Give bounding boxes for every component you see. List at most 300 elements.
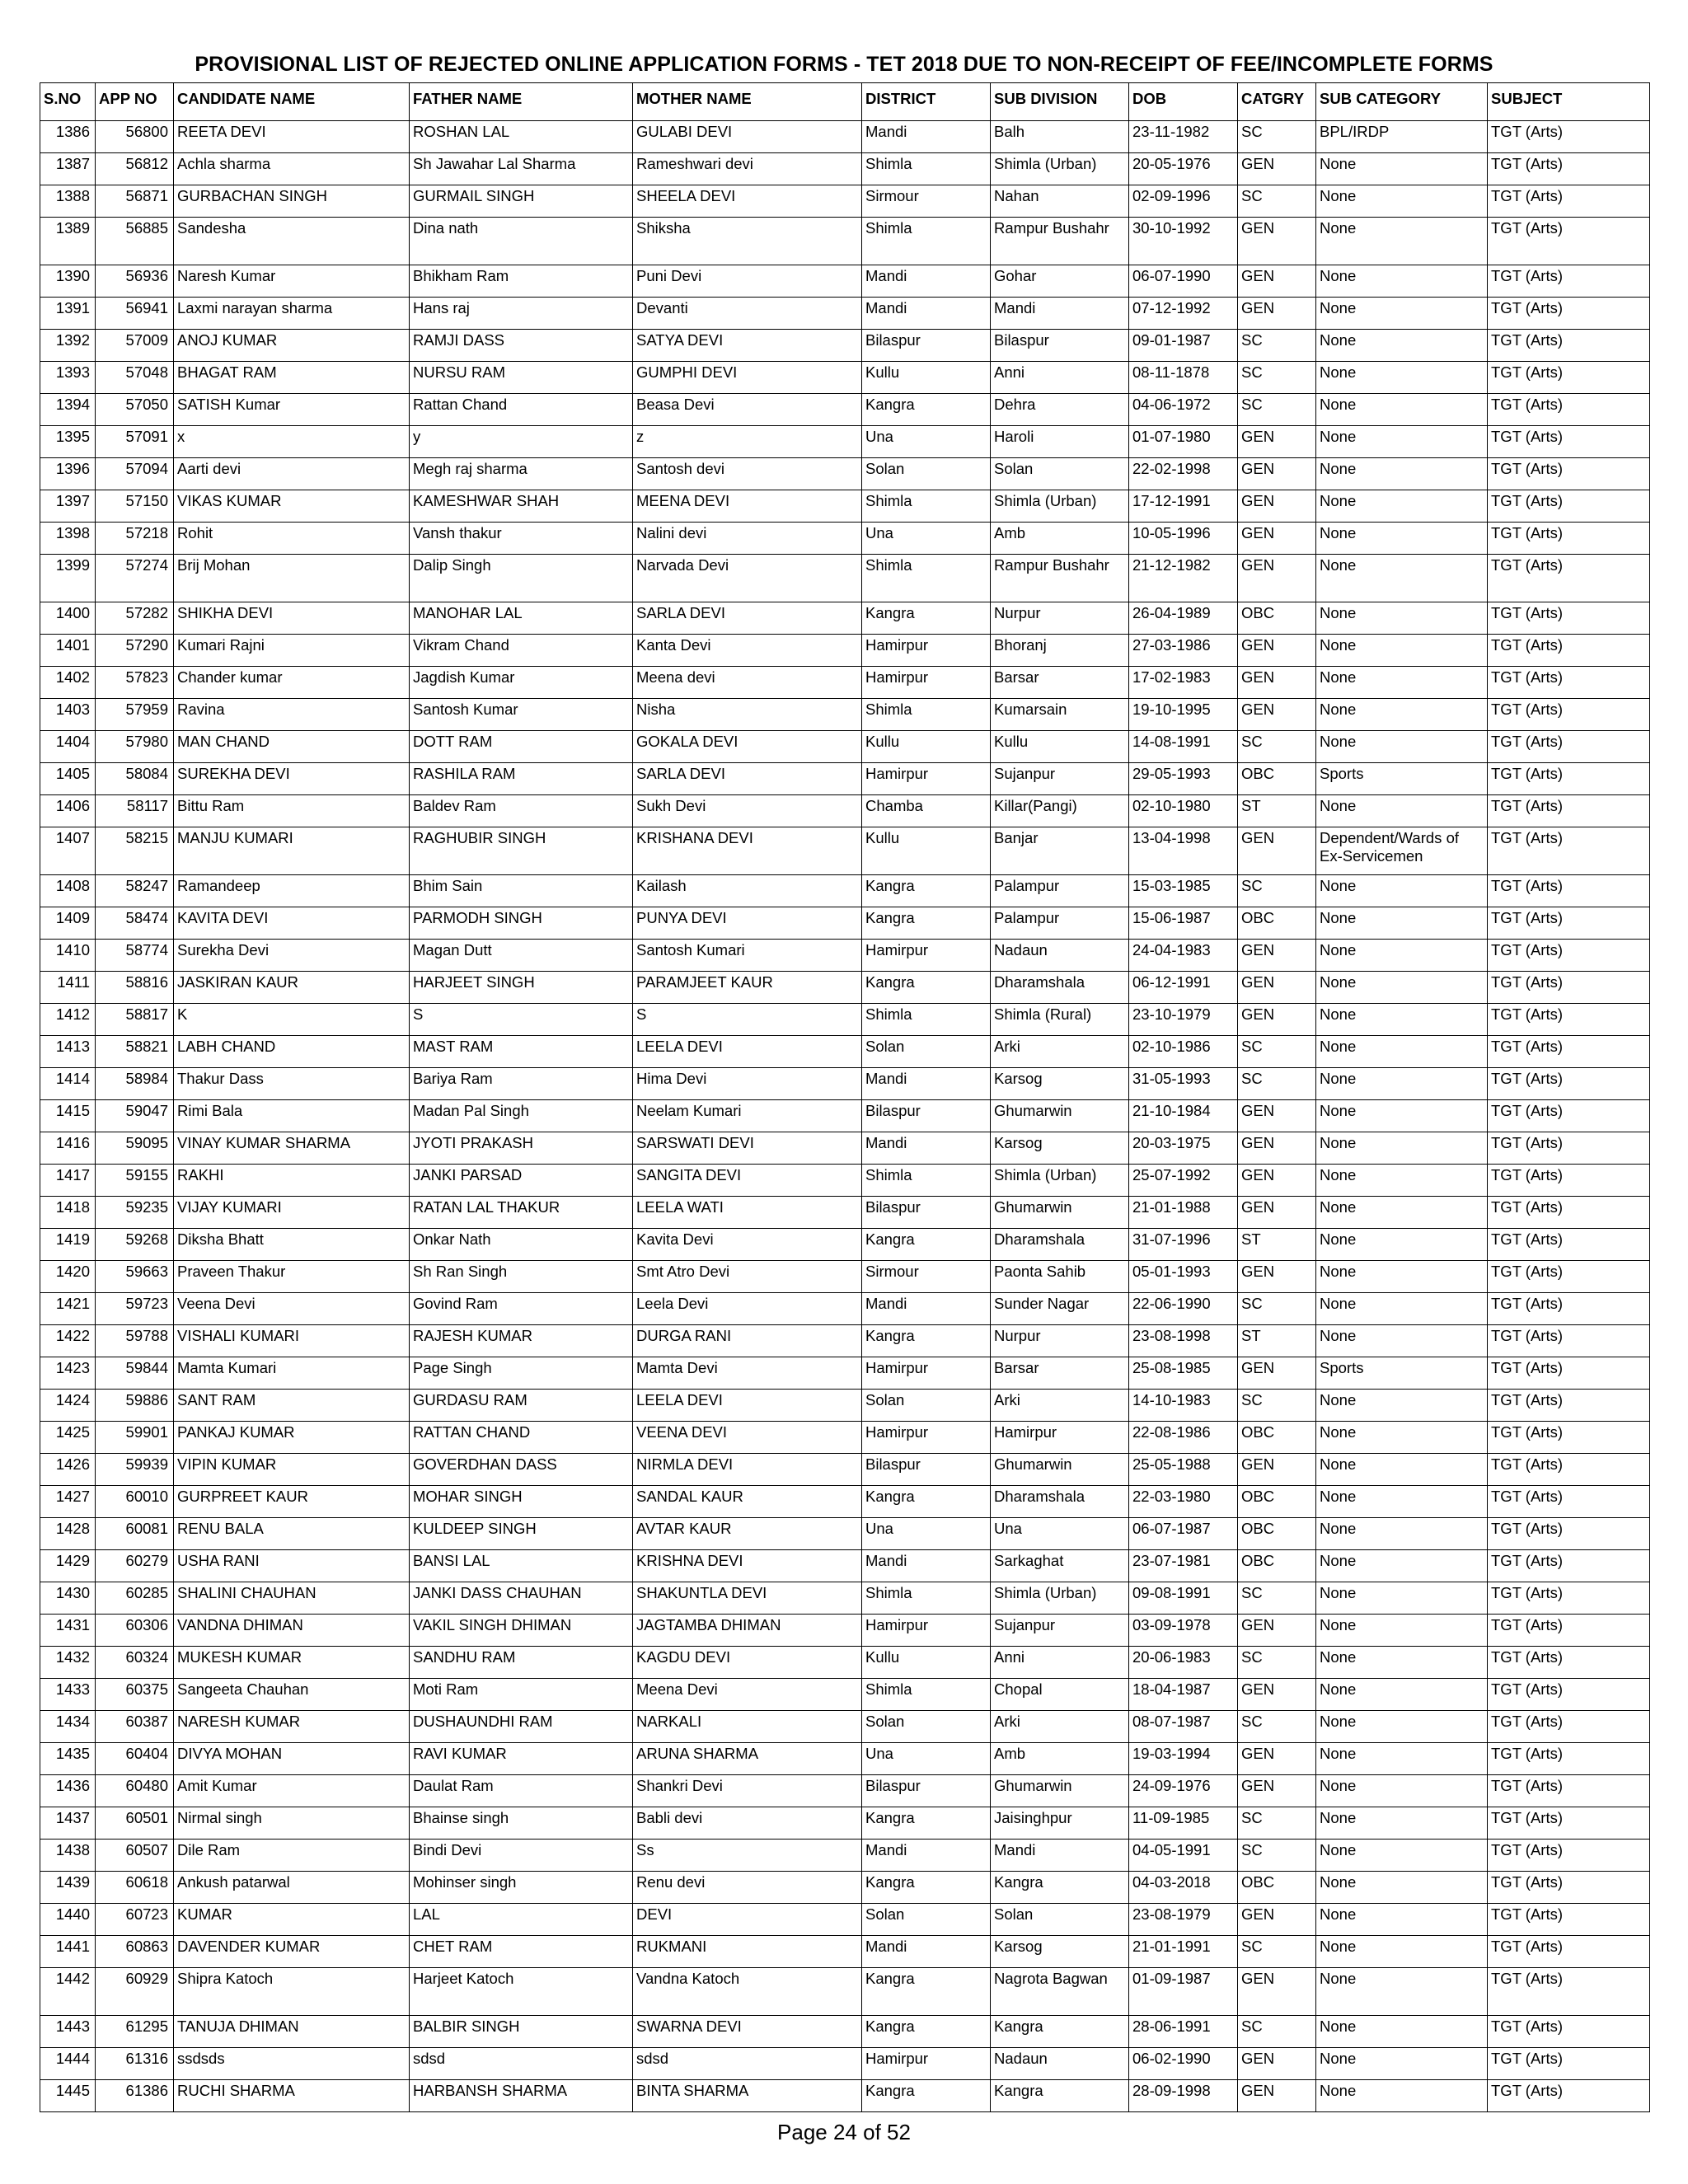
cell-category: SC bbox=[1238, 1647, 1316, 1679]
cell-app-no: 58984 bbox=[96, 1068, 174, 1100]
cell-category: GEN bbox=[1238, 218, 1316, 265]
cell-app-no: 57980 bbox=[96, 731, 174, 763]
cell-dob: 24-09-1976 bbox=[1129, 1775, 1238, 1807]
cell-sub-category: None bbox=[1316, 907, 1488, 940]
cell-sub-division: Solan bbox=[991, 458, 1129, 490]
cell-subject: TGT (Arts) bbox=[1488, 827, 1650, 875]
cell-mother-name: Sukh Devi bbox=[633, 795, 862, 827]
cell-app-no: 59268 bbox=[96, 1229, 174, 1261]
cell-mother-name: PARAMJEET KAUR bbox=[633, 972, 862, 1004]
cell-sub-category: None bbox=[1316, 1615, 1488, 1647]
cell-sub-category: None bbox=[1316, 795, 1488, 827]
cell-sno: 1404 bbox=[40, 731, 96, 763]
cell-category: GEN bbox=[1238, 1968, 1316, 2016]
cell-sub-division: Karsog bbox=[991, 1936, 1129, 1968]
cell-subject: TGT (Arts) bbox=[1488, 298, 1650, 330]
table-row bbox=[40, 1904, 1650, 1936]
table-row bbox=[40, 1936, 1650, 1968]
cell-dob: 23-07-1981 bbox=[1129, 1550, 1238, 1582]
cell-sub-division: Amb bbox=[991, 1743, 1129, 1775]
cell-district: Kangra bbox=[862, 1229, 991, 1261]
cell-district: Solan bbox=[862, 458, 991, 490]
cell-sno: 1444 bbox=[40, 2048, 96, 2080]
header-sno: S.NO bbox=[40, 83, 96, 121]
cell-sub-division: Dharamshala bbox=[991, 972, 1129, 1004]
table-row bbox=[40, 1004, 1650, 1036]
cell-candidate-name: x bbox=[174, 426, 410, 458]
cell-mother-name: KAGDU DEVI bbox=[633, 1647, 862, 1679]
cell-district: Shimla bbox=[862, 1165, 991, 1197]
cell-category: OBC bbox=[1238, 1486, 1316, 1518]
cell-dob: 22-03-1980 bbox=[1129, 1486, 1238, 1518]
cell-sub-category: None bbox=[1316, 426, 1488, 458]
cell-district: Una bbox=[862, 523, 991, 555]
cell-district: Kangra bbox=[862, 2016, 991, 2048]
cell-dob: 02-10-1980 bbox=[1129, 795, 1238, 827]
cell-sub-category: None bbox=[1316, 555, 1488, 602]
cell-category: GEN bbox=[1238, 1454, 1316, 1486]
cell-mother-name: LEELA DEVI bbox=[633, 1390, 862, 1422]
table-row bbox=[40, 972, 1650, 1004]
cell-app-no: 60404 bbox=[96, 1743, 174, 1775]
cell-candidate-name: Laxmi narayan sharma bbox=[174, 298, 410, 330]
cell-district: Hamirpur bbox=[862, 667, 991, 699]
cell-sub-category: None bbox=[1316, 667, 1488, 699]
cell-candidate-name: RUCHI SHARMA bbox=[174, 2080, 410, 2112]
cell-mother-name: SANGITA DEVI bbox=[633, 1165, 862, 1197]
cell-dob: 20-06-1983 bbox=[1129, 1647, 1238, 1679]
cell-sno: 1442 bbox=[40, 1968, 96, 2016]
cell-dob: 17-02-1983 bbox=[1129, 667, 1238, 699]
table-row bbox=[40, 523, 1650, 555]
cell-mother-name: AVTAR KAUR bbox=[633, 1518, 862, 1550]
cell-mother-name: Leela Devi bbox=[633, 1293, 862, 1325]
cell-father-name: RATAN LAL THAKUR bbox=[410, 1197, 633, 1229]
cell-app-no: 59723 bbox=[96, 1293, 174, 1325]
table-row bbox=[40, 362, 1650, 394]
cell-candidate-name: VANDNA DHIMAN bbox=[174, 1615, 410, 1647]
cell-sub-category: None bbox=[1316, 298, 1488, 330]
cell-subject: TGT (Arts) bbox=[1488, 218, 1650, 265]
cell-subject: TGT (Arts) bbox=[1488, 602, 1650, 635]
cell-sub-division: Nurpur bbox=[991, 602, 1129, 635]
header-district: DISTRICT bbox=[862, 83, 991, 121]
cell-app-no: 58474 bbox=[96, 907, 174, 940]
cell-dob: 21-10-1984 bbox=[1129, 1100, 1238, 1132]
cell-mother-name: Kanta Devi bbox=[633, 635, 862, 667]
cell-candidate-name: Bittu Ram bbox=[174, 795, 410, 827]
cell-app-no: 60480 bbox=[96, 1775, 174, 1807]
cell-father-name: Santosh Kumar bbox=[410, 699, 633, 731]
cell-sno: 1420 bbox=[40, 1261, 96, 1293]
cell-sub-division: Arki bbox=[991, 1036, 1129, 1068]
cell-father-name: JANKI PARSAD bbox=[410, 1165, 633, 1197]
cell-sno: 1412 bbox=[40, 1004, 96, 1036]
cell-sno: 1431 bbox=[40, 1615, 96, 1647]
cell-district: Hamirpur bbox=[862, 2048, 991, 2080]
cell-sub-division: Ghumarwin bbox=[991, 1454, 1129, 1486]
page-title: PROVISIONAL LIST OF REJECTED ONLINE APPLICATION FORMS - TET 2018 DUE TO NON-RECEIPT OF FEE/INCOMPLETE FORMS bbox=[195, 53, 1493, 76]
cell-sno: 1392 bbox=[40, 330, 96, 362]
cell-candidate-name: SHALINI CHAUHAN bbox=[174, 1582, 410, 1615]
cell-app-no: 59235 bbox=[96, 1197, 174, 1229]
cell-subject: TGT (Arts) bbox=[1488, 1132, 1650, 1165]
cell-candidate-name: Praveen Thakur bbox=[174, 1261, 410, 1293]
cell-mother-name: z bbox=[633, 426, 862, 458]
cell-dob: 03-09-1978 bbox=[1129, 1615, 1238, 1647]
cell-sub-category: None bbox=[1316, 458, 1488, 490]
cell-father-name: y bbox=[410, 426, 633, 458]
cell-sno: 1413 bbox=[40, 1036, 96, 1068]
cell-sub-category: None bbox=[1316, 1582, 1488, 1615]
cell-father-name: Bhikham Ram bbox=[410, 265, 633, 298]
cell-district: Solan bbox=[862, 1711, 991, 1743]
cell-district: Kangra bbox=[862, 972, 991, 1004]
cell-category: SC bbox=[1238, 330, 1316, 362]
cell-subject: TGT (Arts) bbox=[1488, 1840, 1650, 1872]
cell-father-name: Harjeet Katoch bbox=[410, 1968, 633, 2016]
cell-app-no: 57290 bbox=[96, 635, 174, 667]
cell-app-no: 57009 bbox=[96, 330, 174, 362]
cell-mother-name: Nisha bbox=[633, 699, 862, 731]
cell-app-no: 58215 bbox=[96, 827, 174, 875]
cell-subject: TGT (Arts) bbox=[1488, 795, 1650, 827]
cell-category: GEN bbox=[1238, 298, 1316, 330]
cell-category: GEN bbox=[1238, 1904, 1316, 1936]
cell-district: Mandi bbox=[862, 121, 991, 153]
cell-category: GEN bbox=[1238, 523, 1316, 555]
cell-app-no: 61316 bbox=[96, 2048, 174, 2080]
cell-app-no: 56800 bbox=[96, 121, 174, 153]
cell-subject: TGT (Arts) bbox=[1488, 426, 1650, 458]
cell-sub-category: None bbox=[1316, 972, 1488, 1004]
cell-subject: TGT (Arts) bbox=[1488, 121, 1650, 153]
cell-app-no: 59788 bbox=[96, 1325, 174, 1357]
cell-district: Kullu bbox=[862, 1647, 991, 1679]
cell-mother-name: GOKALA DEVI bbox=[633, 731, 862, 763]
cell-dob: 19-03-1994 bbox=[1129, 1743, 1238, 1775]
table-row bbox=[40, 1615, 1650, 1647]
cell-subject: TGT (Arts) bbox=[1488, 635, 1650, 667]
cell-district: Hamirpur bbox=[862, 1615, 991, 1647]
table-row bbox=[40, 1711, 1650, 1743]
table-row bbox=[40, 1679, 1650, 1711]
cell-father-name: BALBIR SINGH bbox=[410, 2016, 633, 2048]
cell-sub-division: Killar(Pangi) bbox=[991, 795, 1129, 827]
table-row bbox=[40, 1325, 1650, 1357]
cell-app-no: 58247 bbox=[96, 875, 174, 907]
header-father-name: FATHER NAME bbox=[410, 83, 633, 121]
cell-sno: 1401 bbox=[40, 635, 96, 667]
table-row bbox=[40, 2080, 1650, 2112]
cell-candidate-name: VIPIN KUMAR bbox=[174, 1454, 410, 1486]
table-row bbox=[40, 875, 1650, 907]
cell-dob: 23-11-1982 bbox=[1129, 121, 1238, 153]
cell-district: Chamba bbox=[862, 795, 991, 827]
cell-father-name: KULDEEP SINGH bbox=[410, 1518, 633, 1550]
table-row bbox=[40, 153, 1650, 185]
cell-sub-division: Ghumarwin bbox=[991, 1100, 1129, 1132]
cell-mother-name: DEVI bbox=[633, 1904, 862, 1936]
table-row bbox=[40, 1229, 1650, 1261]
cell-district: Shimla bbox=[862, 699, 991, 731]
cell-district: Mandi bbox=[862, 1936, 991, 1968]
header-mother-name: MOTHER NAME bbox=[633, 83, 862, 121]
cell-category: GEN bbox=[1238, 1100, 1316, 1132]
cell-dob: 02-10-1986 bbox=[1129, 1036, 1238, 1068]
cell-subject: TGT (Arts) bbox=[1488, 1422, 1650, 1454]
cell-sub-category: None bbox=[1316, 523, 1488, 555]
cell-sno: 1428 bbox=[40, 1518, 96, 1550]
cell-subject: TGT (Arts) bbox=[1488, 1357, 1650, 1390]
cell-app-no: 60324 bbox=[96, 1647, 174, 1679]
cell-candidate-name: Ravina bbox=[174, 699, 410, 731]
cell-app-no: 58774 bbox=[96, 940, 174, 972]
cell-mother-name: RUKMANI bbox=[633, 1936, 862, 1968]
cell-subject: TGT (Arts) bbox=[1488, 972, 1650, 1004]
cell-sno: 1410 bbox=[40, 940, 96, 972]
cell-district: Mandi bbox=[862, 265, 991, 298]
cell-father-name: DOTT RAM bbox=[410, 731, 633, 763]
cell-father-name: RATTAN CHAND bbox=[410, 1422, 633, 1454]
table-row bbox=[40, 490, 1650, 523]
cell-app-no: 57048 bbox=[96, 362, 174, 394]
cell-subject: TGT (Arts) bbox=[1488, 490, 1650, 523]
cell-sub-division: Shimla (Rural) bbox=[991, 1004, 1129, 1036]
cell-sub-division: Sujanpur bbox=[991, 1615, 1129, 1647]
cell-subject: TGT (Arts) bbox=[1488, 1486, 1650, 1518]
cell-dob: 10-05-1996 bbox=[1129, 523, 1238, 555]
table-row bbox=[40, 1422, 1650, 1454]
table-row bbox=[40, 1293, 1650, 1325]
cell-candidate-name: Ankush patarwal bbox=[174, 1872, 410, 1904]
cell-subject: TGT (Arts) bbox=[1488, 699, 1650, 731]
table-row bbox=[40, 1582, 1650, 1615]
cell-mother-name: NIRMLA DEVI bbox=[633, 1454, 862, 1486]
cell-dob: 23-10-1979 bbox=[1129, 1004, 1238, 1036]
cell-subject: TGT (Arts) bbox=[1488, 1550, 1650, 1582]
cell-sub-division: Sunder Nagar bbox=[991, 1293, 1129, 1325]
cell-subject: TGT (Arts) bbox=[1488, 1325, 1650, 1357]
header-subject: SUBJECT bbox=[1488, 83, 1650, 121]
header-candidate-name: CANDIDATE NAME bbox=[174, 83, 410, 121]
cell-dob: 14-10-1983 bbox=[1129, 1390, 1238, 1422]
cell-app-no: 60081 bbox=[96, 1518, 174, 1550]
cell-sub-category: None bbox=[1316, 1325, 1488, 1357]
cell-sub-category: None bbox=[1316, 1968, 1488, 2016]
table-row bbox=[40, 699, 1650, 731]
cell-father-name: RAMJI DASS bbox=[410, 330, 633, 362]
cell-subject: TGT (Arts) bbox=[1488, 1775, 1650, 1807]
cell-app-no: 56936 bbox=[96, 265, 174, 298]
table-row bbox=[40, 1390, 1650, 1422]
cell-category: GEN bbox=[1238, 490, 1316, 523]
cell-dob: 22-02-1998 bbox=[1129, 458, 1238, 490]
cell-subject: TGT (Arts) bbox=[1488, 1968, 1650, 2016]
cell-district: Kangra bbox=[862, 907, 991, 940]
cell-father-name: S bbox=[410, 1004, 633, 1036]
cell-category: OBC bbox=[1238, 1872, 1316, 1904]
cell-sub-category: None bbox=[1316, 875, 1488, 907]
cell-sub-division: Nadaun bbox=[991, 2048, 1129, 2080]
cell-candidate-name: SHIKHA DEVI bbox=[174, 602, 410, 635]
cell-mother-name: Narvada Devi bbox=[633, 555, 862, 602]
cell-father-name: Sh Ran Singh bbox=[410, 1261, 633, 1293]
cell-father-name: Mohinser singh bbox=[410, 1872, 633, 1904]
cell-category: SC bbox=[1238, 1936, 1316, 1968]
cell-mother-name: LEELA WATI bbox=[633, 1197, 862, 1229]
cell-father-name: Bhim Sain bbox=[410, 875, 633, 907]
cell-sno: 1435 bbox=[40, 1743, 96, 1775]
cell-sno: 1409 bbox=[40, 907, 96, 940]
cell-sub-division: Solan bbox=[991, 1904, 1129, 1936]
cell-app-no: 56812 bbox=[96, 153, 174, 185]
cell-mother-name: SARSWATI DEVI bbox=[633, 1132, 862, 1165]
cell-app-no: 60306 bbox=[96, 1615, 174, 1647]
cell-father-name: RAJESH KUMAR bbox=[410, 1325, 633, 1357]
cell-category: OBC bbox=[1238, 1518, 1316, 1550]
cell-sub-division: Karsog bbox=[991, 1068, 1129, 1100]
header-row bbox=[40, 83, 1650, 121]
cell-category: SC bbox=[1238, 731, 1316, 763]
cell-dob: 20-05-1976 bbox=[1129, 153, 1238, 185]
cell-district: Shimla bbox=[862, 1679, 991, 1711]
cell-district: Una bbox=[862, 1518, 991, 1550]
cell-mother-name: Meena Devi bbox=[633, 1679, 862, 1711]
cell-sub-division: Kullu bbox=[991, 731, 1129, 763]
cell-sub-category: None bbox=[1316, 490, 1488, 523]
cell-app-no: 57218 bbox=[96, 523, 174, 555]
cell-category: SC bbox=[1238, 1293, 1316, 1325]
cell-app-no: 57091 bbox=[96, 426, 174, 458]
cell-district: Shimla bbox=[862, 490, 991, 523]
cell-mother-name: Kavita Devi bbox=[633, 1229, 862, 1261]
cell-dob: 31-05-1993 bbox=[1129, 1068, 1238, 1100]
cell-subject: TGT (Arts) bbox=[1488, 1743, 1650, 1775]
cell-district: Kullu bbox=[862, 362, 991, 394]
cell-sno: 1390 bbox=[40, 265, 96, 298]
cell-sno: 1399 bbox=[40, 555, 96, 602]
cell-subject: TGT (Arts) bbox=[1488, 875, 1650, 907]
table-row bbox=[40, 218, 1650, 265]
cell-app-no: 60387 bbox=[96, 1711, 174, 1743]
cell-sub-category: None bbox=[1316, 1840, 1488, 1872]
table-row bbox=[40, 1165, 1650, 1197]
cell-sno: 1403 bbox=[40, 699, 96, 731]
cell-sub-category: None bbox=[1316, 1165, 1488, 1197]
cell-app-no: 59047 bbox=[96, 1100, 174, 1132]
cell-dob: 29-05-1993 bbox=[1129, 763, 1238, 795]
cell-subject: TGT (Arts) bbox=[1488, 1293, 1650, 1325]
cell-sno: 1415 bbox=[40, 1100, 96, 1132]
cell-father-name: GURDASU RAM bbox=[410, 1390, 633, 1422]
cell-mother-name: VEENA DEVI bbox=[633, 1422, 862, 1454]
cell-candidate-name: K bbox=[174, 1004, 410, 1036]
cell-mother-name: Mamta Devi bbox=[633, 1357, 862, 1390]
cell-sub-division: Barsar bbox=[991, 667, 1129, 699]
cell-category: GEN bbox=[1238, 667, 1316, 699]
cell-category: GEN bbox=[1238, 940, 1316, 972]
cell-app-no: 59939 bbox=[96, 1454, 174, 1486]
cell-candidate-name: GURPREET KAUR bbox=[174, 1486, 410, 1518]
cell-father-name: Magan Dutt bbox=[410, 940, 633, 972]
cell-subject: TGT (Arts) bbox=[1488, 1936, 1650, 1968]
cell-mother-name: SHEELA DEVI bbox=[633, 185, 862, 218]
cell-sub-category: None bbox=[1316, 1004, 1488, 1036]
table-row bbox=[40, 940, 1650, 972]
cell-sno: 1440 bbox=[40, 1904, 96, 1936]
cell-app-no: 60929 bbox=[96, 1968, 174, 2016]
cell-category: OBC bbox=[1238, 1550, 1316, 1582]
cell-category: SC bbox=[1238, 1390, 1316, 1422]
cell-app-no: 56885 bbox=[96, 218, 174, 265]
cell-mother-name: Hima Devi bbox=[633, 1068, 862, 1100]
cell-father-name: Vikram Chand bbox=[410, 635, 633, 667]
cell-mother-name: KRISHANA DEVI bbox=[633, 827, 862, 875]
cell-sno: 1437 bbox=[40, 1807, 96, 1840]
cell-sub-division: Sarkaghat bbox=[991, 1550, 1129, 1582]
cell-sub-division: Kangra bbox=[991, 2016, 1129, 2048]
cell-mother-name: Smt Atro Devi bbox=[633, 1261, 862, 1293]
cell-sno: 1391 bbox=[40, 298, 96, 330]
cell-candidate-name: Nirmal singh bbox=[174, 1807, 410, 1840]
cell-subject: TGT (Arts) bbox=[1488, 1679, 1650, 1711]
table-row bbox=[40, 1357, 1650, 1390]
cell-sno: 1432 bbox=[40, 1647, 96, 1679]
cell-mother-name: Nalini devi bbox=[633, 523, 862, 555]
cell-app-no: 60279 bbox=[96, 1550, 174, 1582]
cell-dob: 06-07-1987 bbox=[1129, 1518, 1238, 1550]
cell-subject: TGT (Arts) bbox=[1488, 907, 1650, 940]
cell-sub-category: None bbox=[1316, 218, 1488, 265]
cell-candidate-name: LABH CHAND bbox=[174, 1036, 410, 1068]
cell-sub-category: BPL/IRDP bbox=[1316, 121, 1488, 153]
cell-category: GEN bbox=[1238, 827, 1316, 875]
cell-dob: 09-08-1991 bbox=[1129, 1582, 1238, 1615]
cell-subject: TGT (Arts) bbox=[1488, 1100, 1650, 1132]
cell-app-no: 61295 bbox=[96, 2016, 174, 2048]
cell-candidate-name: Aarti devi bbox=[174, 458, 410, 490]
cell-father-name: MANOHAR LAL bbox=[410, 602, 633, 635]
cell-dob: 27-03-1986 bbox=[1129, 635, 1238, 667]
cell-father-name: Sh Jawahar Lal Sharma bbox=[410, 153, 633, 185]
cell-sub-category: None bbox=[1316, 1261, 1488, 1293]
table-row bbox=[40, 1840, 1650, 1872]
cell-district: Kullu bbox=[862, 731, 991, 763]
cell-sno: 1443 bbox=[40, 2016, 96, 2048]
table-row bbox=[40, 1100, 1650, 1132]
table-row bbox=[40, 1743, 1650, 1775]
cell-father-name: KAMESHWAR SHAH bbox=[410, 490, 633, 523]
cell-candidate-name: Chander kumar bbox=[174, 667, 410, 699]
cell-app-no: 60507 bbox=[96, 1840, 174, 1872]
cell-dob: 21-01-1991 bbox=[1129, 1936, 1238, 1968]
table-row bbox=[40, 265, 1650, 298]
cell-father-name: HARBANSH SHARMA bbox=[410, 2080, 633, 2112]
cell-district: Hamirpur bbox=[862, 763, 991, 795]
cell-father-name: DUSHAUNDHI RAM bbox=[410, 1711, 633, 1743]
cell-mother-name: Neelam Kumari bbox=[633, 1100, 862, 1132]
cell-dob: 30-10-1992 bbox=[1129, 218, 1238, 265]
cell-sub-category: None bbox=[1316, 635, 1488, 667]
table-row bbox=[40, 185, 1650, 218]
cell-app-no: 59155 bbox=[96, 1165, 174, 1197]
cell-sub-category: Sports bbox=[1316, 763, 1488, 795]
table-row bbox=[40, 1454, 1650, 1486]
cell-category: ST bbox=[1238, 1229, 1316, 1261]
cell-father-name: Baldev Ram bbox=[410, 795, 633, 827]
cell-sub-division: Dehra bbox=[991, 394, 1129, 426]
